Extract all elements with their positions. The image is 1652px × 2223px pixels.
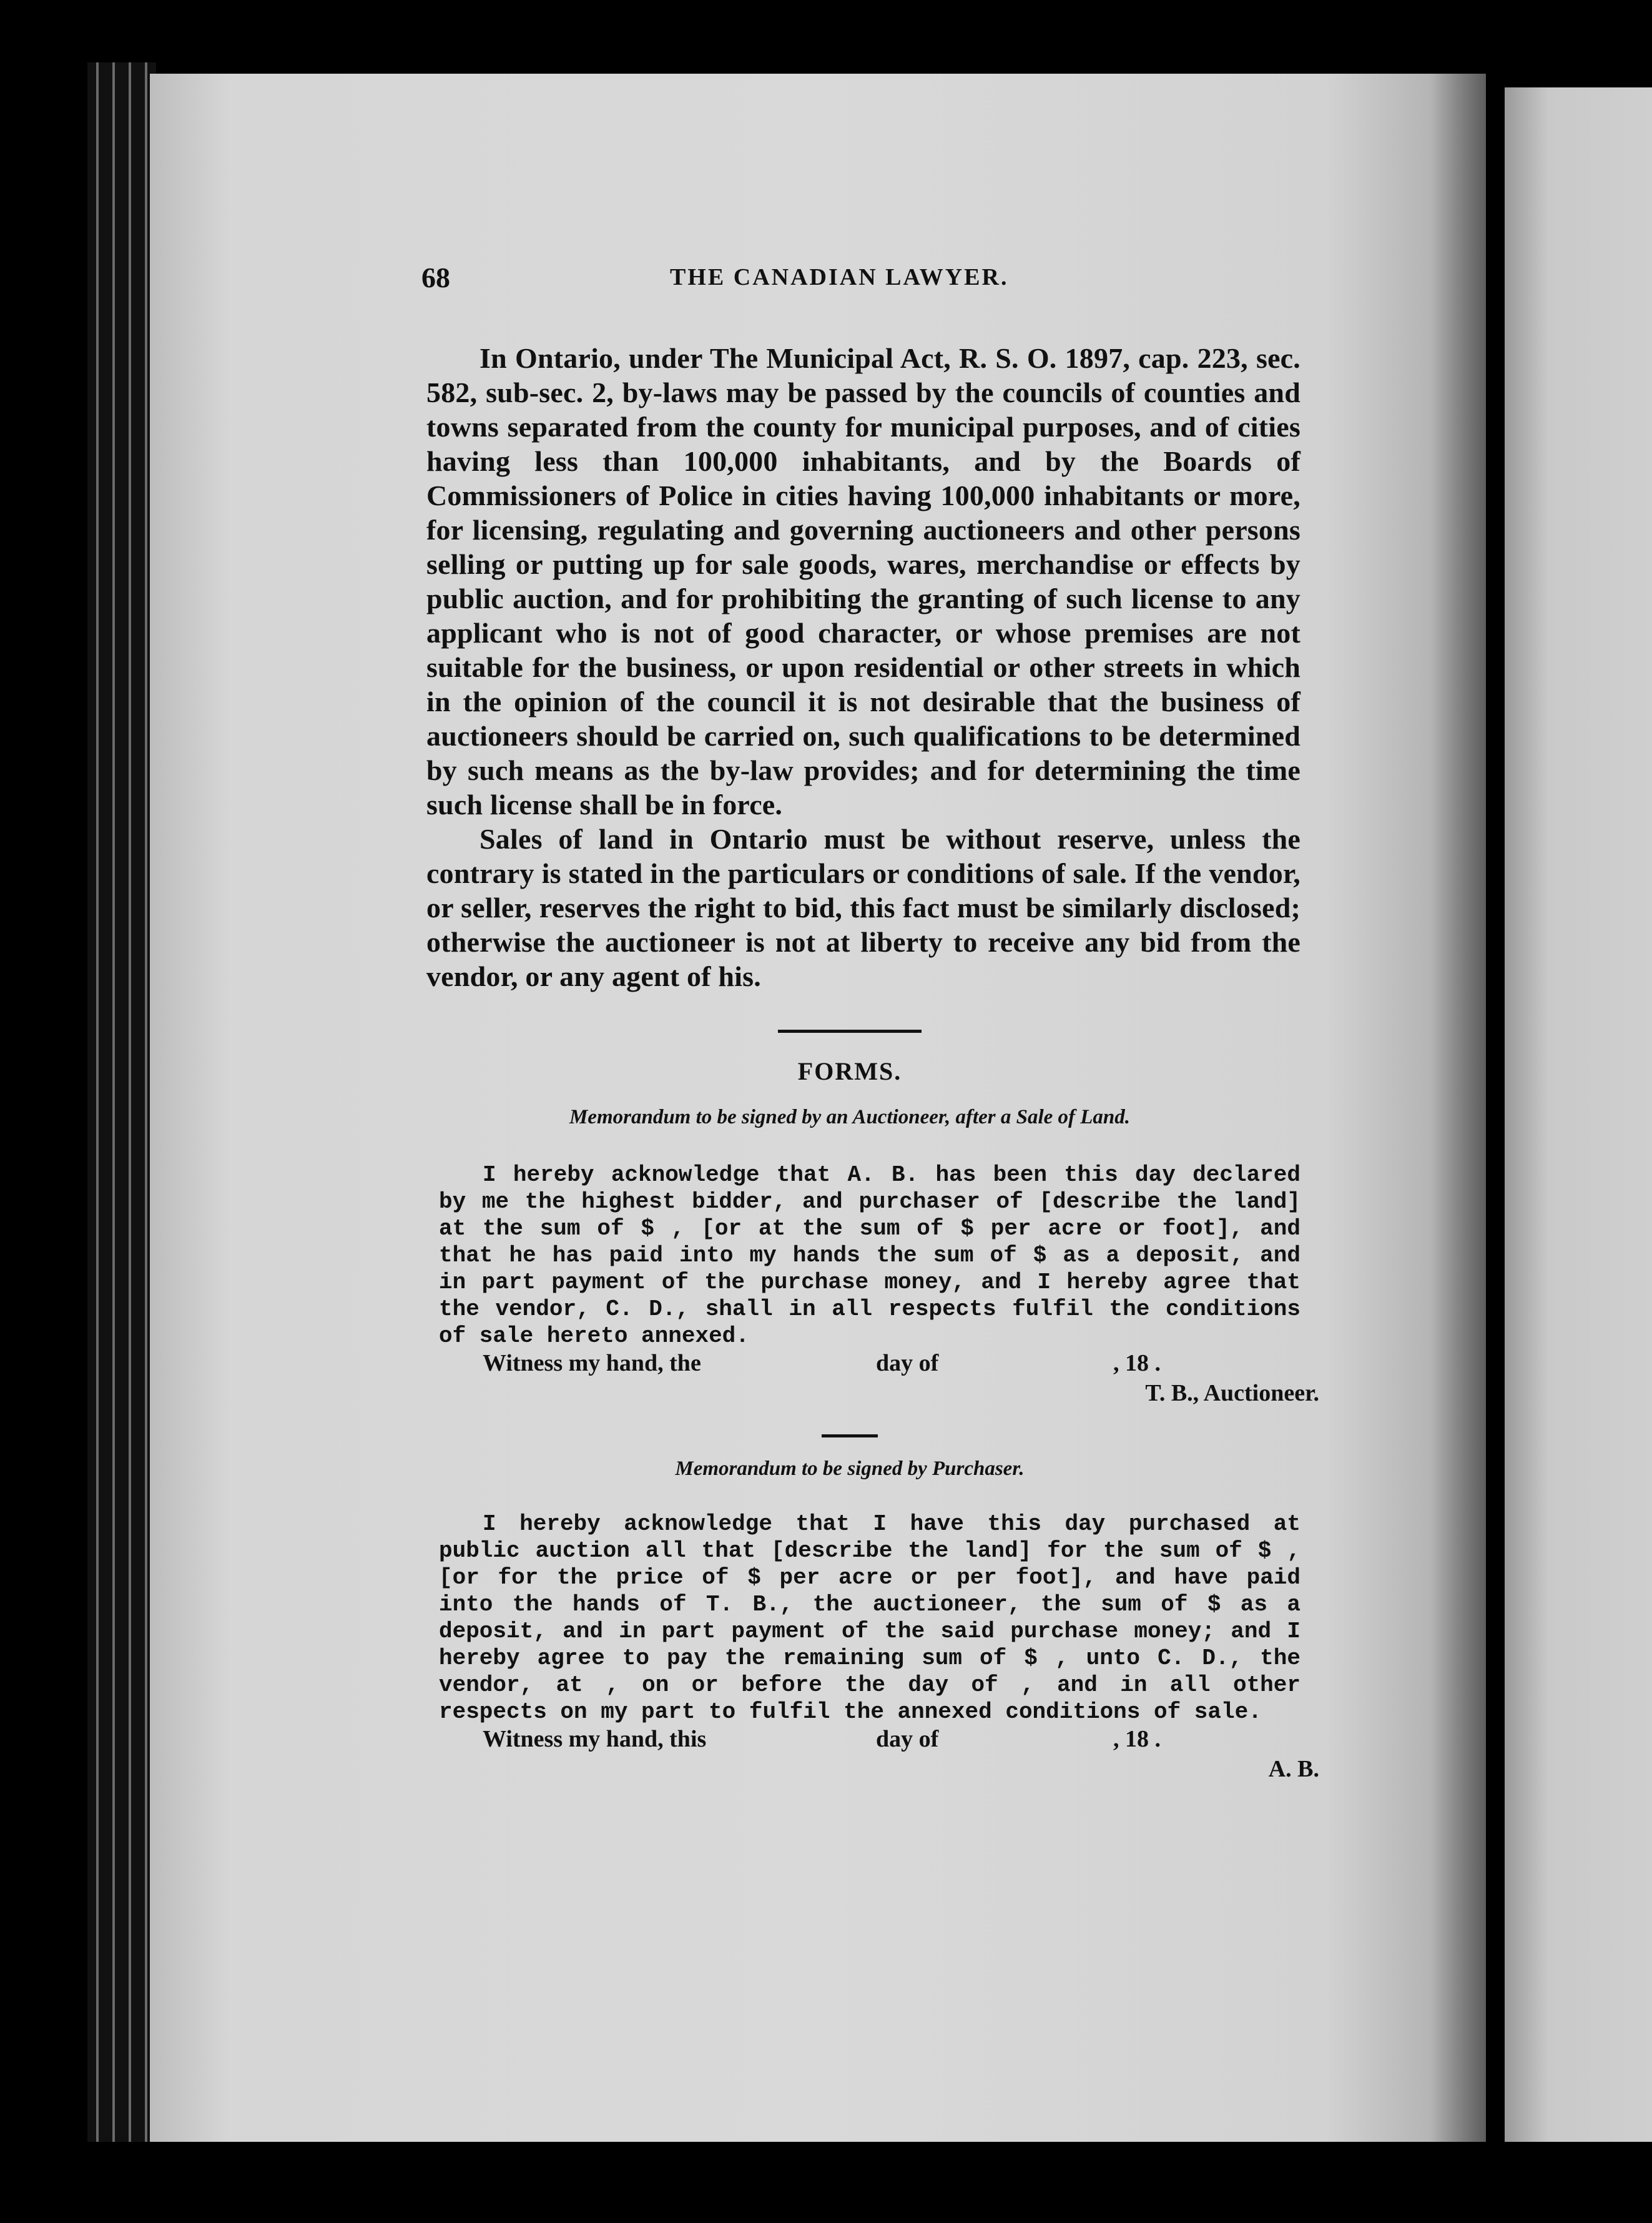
page-number: 68 — [421, 262, 450, 293]
witness-year: , 18 . — [1113, 1726, 1161, 1752]
short-divider-rule — [822, 1434, 878, 1437]
memo-purchaser-body: I hereby acknowledge that I have this day purchased at public auction all that [describe the land] for the sum of $ , [or for the price of $ per acre or per foot], and have paid into the hands of T. B., the auctioneer, the sum of $ as a deposit, and in part payment of the said purchase money; and I hereby agree to pay the remaining sum of $ , unto C. D., the vendor, at , on or before the day of , and in all other respects on my part to fulfil the annexed conditions of sale. — [439, 1511, 1300, 1725]
adjacent-page-edge — [1505, 87, 1652, 2142]
page-gutter-shadow — [1430, 74, 1486, 2142]
section-divider-rule — [778, 1030, 922, 1033]
witness-day-of: day of — [876, 1726, 939, 1752]
running-head-title: THE CANADIAN LAWYER. — [670, 264, 1009, 290]
book-binding-edge — [87, 62, 156, 2142]
body-paragraph-sales-of-land: Sales of land in Ontario must be without reserve, unless the contrary is stated in the particulars or conditions of sale. If the vendor, or seller, reserves the right to bid, this fact must be similarly disclosed; otherwise the auctioneer is not at liberty to receive any bid from the vendor, or any agent of his. — [426, 823, 1300, 992]
memo-purchaser-signoff — [426, 1755, 1319, 1785]
signoff-text: A. B. — [1268, 1756, 1319, 1782]
witness-day-of: day of — [876, 1350, 939, 1376]
memo-auctioneer-signoff — [426, 1379, 1319, 1409]
witness-text: Witness my hand, this — [483, 1726, 707, 1752]
memo-auctioneer-body: I hereby acknowledge that A. B. has been this day declared by me the highest bidder, and purchaser of [describe the land] at the sum of $ , [or at the sum of $ per acre or foot], and that he has paid into my hands the sum of $ as a deposit, and in part payment of the purchase money, and I hereby agree that the vendor, C. D., shall in all respects fulfil the conditions of sale hereto annexed. — [439, 1162, 1300, 1349]
forms-heading: FORMS. — [797, 1057, 902, 1085]
memo-auctioneer-witness-line — [426, 1349, 1300, 1379]
memo-auctioneer-title: Memorandum to be signed by an Auctioneer, after a Sale of Land. — [569, 1106, 1131, 1128]
witness-year: , 18 . — [1113, 1350, 1161, 1376]
memo-purchaser-witness-line — [426, 1725, 1300, 1755]
witness-text: Witness my hand, the — [483, 1350, 701, 1376]
running-head — [421, 261, 1300, 305]
page-text-block — [421, 261, 1319, 1785]
signoff-text: T. B., Auctioneer. — [1145, 1380, 1319, 1406]
memo-purchaser-title: Memorandum to be signed by Purchaser. — [675, 1457, 1025, 1480]
body-paragraph-municipal-act: In Ontario, under The Municipal Act, R. S. O. 1897, cap. 223, sec. 582, sub-sec. 2, by-laws may be passed by the councils of counties and towns separated from the county for municipal purposes, and of cities having less than 100,000 inhabitants, and by the Boards of Commissioners of Police in cities having 100,000 inhabitants or more, for licensing, regulating and governing auctioneers and other persons selling or putting up for sale goods, wares, merchandise or effects by public auction, and for prohibiting the granting of such license to any applicant who is not of good character, or whose premises are not suitable for the business, or upon residential or other streets in which in the opinion of the council it is not desirable that the business of auctioneers should be carried on, such qualifications to be determined by such means as the by-law provides; and for determining the time such license shall be in force. — [426, 342, 1300, 821]
